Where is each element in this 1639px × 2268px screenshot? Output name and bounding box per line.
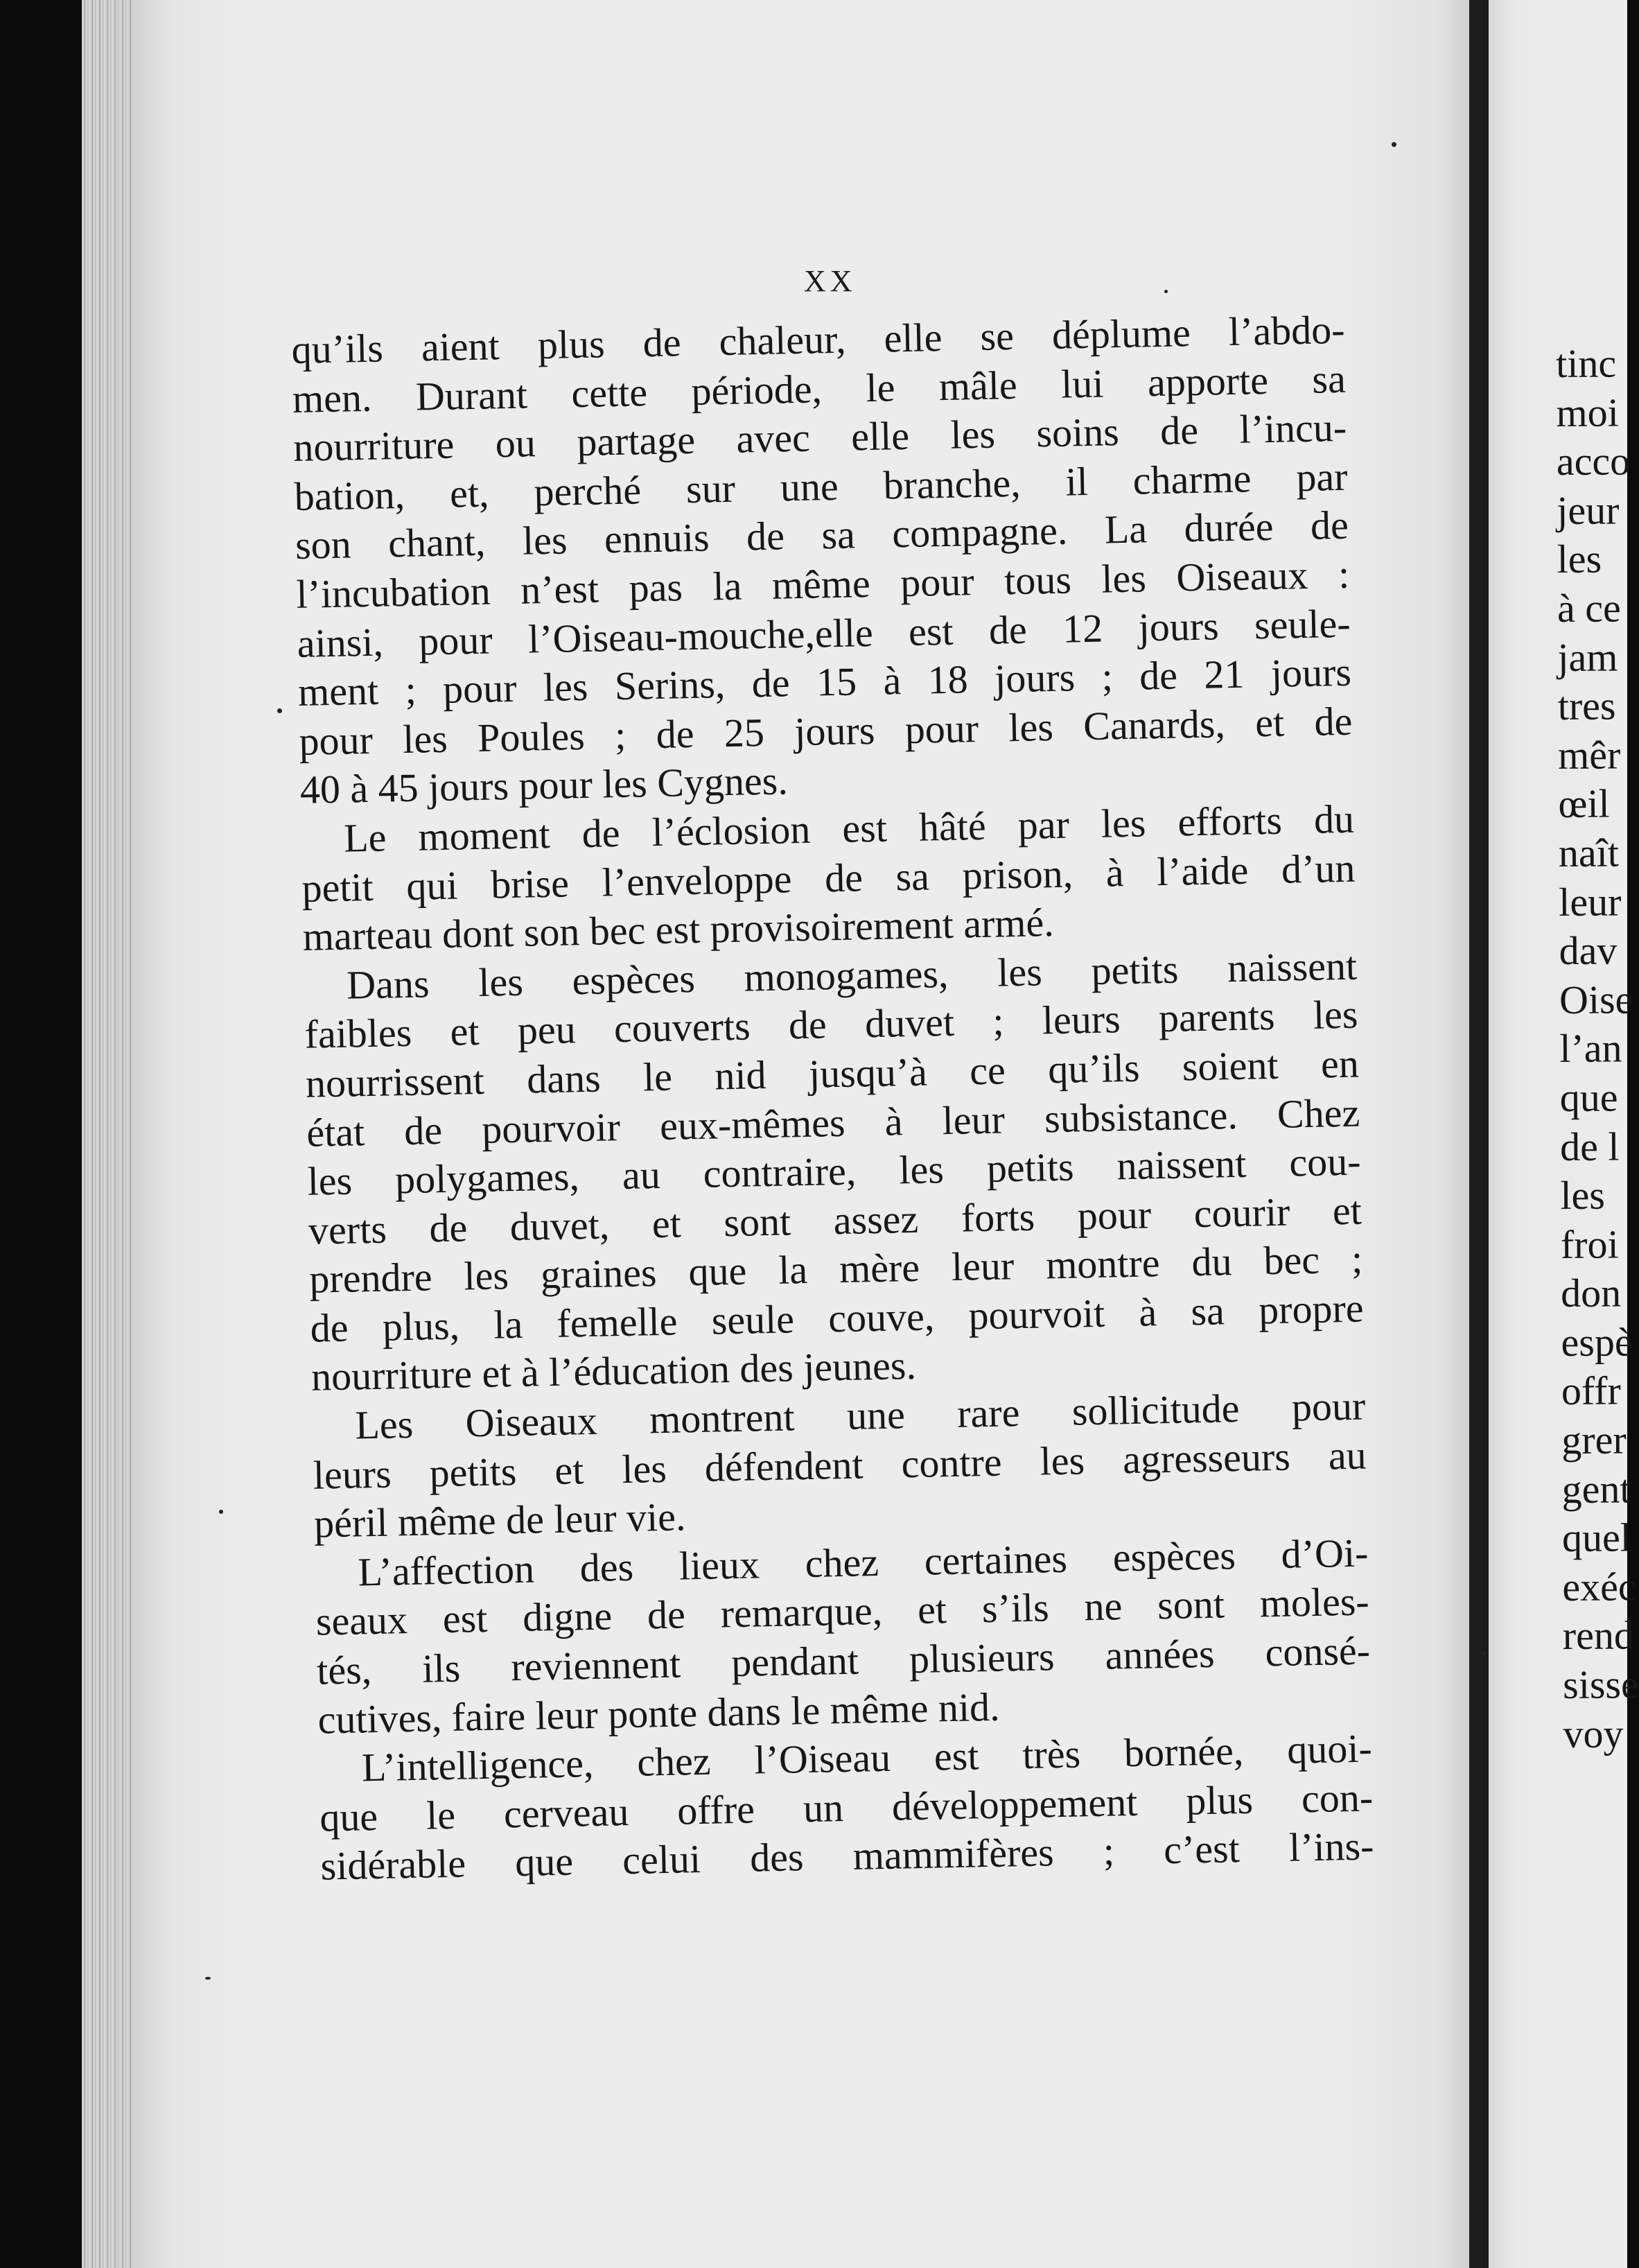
- next-page-line-fragment: quel: [1561, 1515, 1632, 1561]
- text-line: marteau dont son bec est provisoirement armé.: [302, 900, 1055, 959]
- text-line: Le moment de l’éclosion est hâté par les efforts du: [343, 796, 1355, 861]
- text-line: bation, et, perché sur une branche, il charme par: [294, 453, 1349, 519]
- page-number: XX: [804, 264, 857, 298]
- text-line: l’incubation n’est pas la même pour tous les Oiseaux :: [295, 551, 1350, 617]
- next-page-line-fragment: naît: [1558, 830, 1620, 875]
- text-line: Dans les espèces monogames, les petits naissent: [346, 943, 1358, 1008]
- next-page-line-fragment: œil: [1558, 780, 1610, 827]
- ink-speck: [277, 708, 282, 713]
- ink-speck: [219, 1510, 223, 1514]
- ink-speck: [205, 1977, 211, 1980]
- next-page-line-fragment: à ce: [1557, 585, 1621, 631]
- next-page-line-fragment: les: [1557, 537, 1602, 582]
- next-page-line-fragment: de l: [1559, 1124, 1620, 1169]
- text-line: cutives, faire leur ponte dans le même nid.: [317, 1684, 1001, 1743]
- text-line: Les Oiseaux montrent une rare sollicitude pour: [354, 1383, 1366, 1448]
- text-line: faibles et peu couverts de duvet ; leurs parents les: [304, 991, 1358, 1058]
- text-line: prendre les graines que la mère leur montre du bec ;: [308, 1236, 1363, 1302]
- page-edges: [82, 0, 137, 2268]
- text-line: ment ; pour les Serins, de 15 à 18 jours ; de 21 jours: [297, 649, 1352, 715]
- next-page-line-fragment: voy: [1563, 1711, 1624, 1756]
- next-page-line-fragment: gent: [1561, 1466, 1631, 1512]
- text-line: 40 à 45 jours pour les Cygnes.: [299, 758, 789, 813]
- next-page-line-fragment: jam: [1557, 634, 1618, 680]
- next-page-line-fragment: rend: [1562, 1612, 1635, 1659]
- text-line: son chant, les ennuis de sa compagne. La durée de: [295, 503, 1349, 568]
- next-page-line-fragment: leur: [1559, 879, 1622, 925]
- text-line: verts de duvet, et sont assez forts pour courir et: [308, 1187, 1362, 1253]
- next-page-line-fragment: tinc: [1556, 340, 1617, 386]
- text-line: ainsi, pour l’Oiseau-mouche,elle est de 12 jours seule-: [297, 600, 1351, 666]
- text-line: L’intelligence, chez l’Oiseau est très bornée, quoi-: [361, 1725, 1373, 1790]
- text-line: seaux est digne de remarque, et s’ils ne sont moles-: [315, 1578, 1370, 1645]
- ink-speck: [1482, 1651, 1486, 1655]
- next-page-line-fragment: grer: [1561, 1417, 1627, 1463]
- text-line: de plus, la femelle seule couve, pourvoit à sa propre: [310, 1285, 1365, 1351]
- next-page-line-fragment: sisse: [1562, 1661, 1639, 1708]
- text-line: les polygames, au contraire, les petits naissent cou-: [307, 1138, 1362, 1204]
- next-page-line-fragment: les: [1560, 1172, 1606, 1219]
- next-page-line-fragment: offr: [1561, 1368, 1622, 1414]
- next-page-line-fragment: acco: [1556, 438, 1631, 485]
- next-page-line-fragment: exéc: [1562, 1564, 1636, 1610]
- next-page-line-fragment: que: [1559, 1074, 1618, 1120]
- ink-speck: [1164, 290, 1168, 293]
- next-page-line-fragment: Oise: [1559, 977, 1633, 1022]
- text-line: leurs petits et les défendent contre les agresseurs au: [313, 1432, 1367, 1498]
- next-page-line-fragment: jeur: [1557, 487, 1620, 533]
- next-page-line-fragment: don: [1561, 1270, 1622, 1316]
- body-text: [291, 306, 1374, 1892]
- text-line: tés, ils reviennent pendant plusieurs années consé-: [316, 1628, 1371, 1693]
- next-page-fragments: [1556, 339, 1639, 1759]
- next-page-line-fragment: l’an: [1559, 1025, 1622, 1072]
- text-line: petit qui brise l’enveloppe de sa prison, à l’aide d’un: [301, 845, 1356, 911]
- next-page-line-fragment: tres: [1557, 683, 1616, 729]
- text-line: men. Durant cette période, le mâle lui apporte sa: [292, 356, 1347, 421]
- text-line: sidérable que celui des mammifères ; c’est l’ins-: [320, 1823, 1375, 1889]
- text-line: qu’ils aient plus de chaleur, elle se déplume l’abdo-: [291, 306, 1346, 372]
- next-page-line-fragment: dav: [1559, 927, 1618, 974]
- next-page-line-fragment: moi: [1556, 390, 1619, 435]
- text-line: que le cerveau offre un développement plus con-: [319, 1774, 1374, 1840]
- next-page-line-fragment: froi: [1560, 1221, 1619, 1267]
- text-line: état de pourvoir eux-mêmes à leur subsistance. Chez: [306, 1090, 1360, 1155]
- text-line: pour les Poules ; de 25 jours pour les Canards, et de: [298, 698, 1353, 764]
- text-line: L’affection des lieux chez certaines espèces d’Oi-: [357, 1530, 1369, 1595]
- text-line: nourriture et à l’éducation des jeunes.: [310, 1343, 917, 1400]
- text-line: nourriture ou partage avec elle les soins de l’incu-: [292, 404, 1347, 471]
- next-page-line-fragment: espè: [1561, 1319, 1633, 1365]
- book-gutter: [1469, 0, 1489, 2268]
- text-line: péril même de leur vie.: [313, 1494, 686, 1546]
- text-line: nourrissent dans le nid jusqu’à ce qu’ils soient en: [305, 1040, 1360, 1106]
- ink-speck: [1392, 142, 1396, 147]
- next-page-line-fragment: mêr: [1557, 732, 1621, 778]
